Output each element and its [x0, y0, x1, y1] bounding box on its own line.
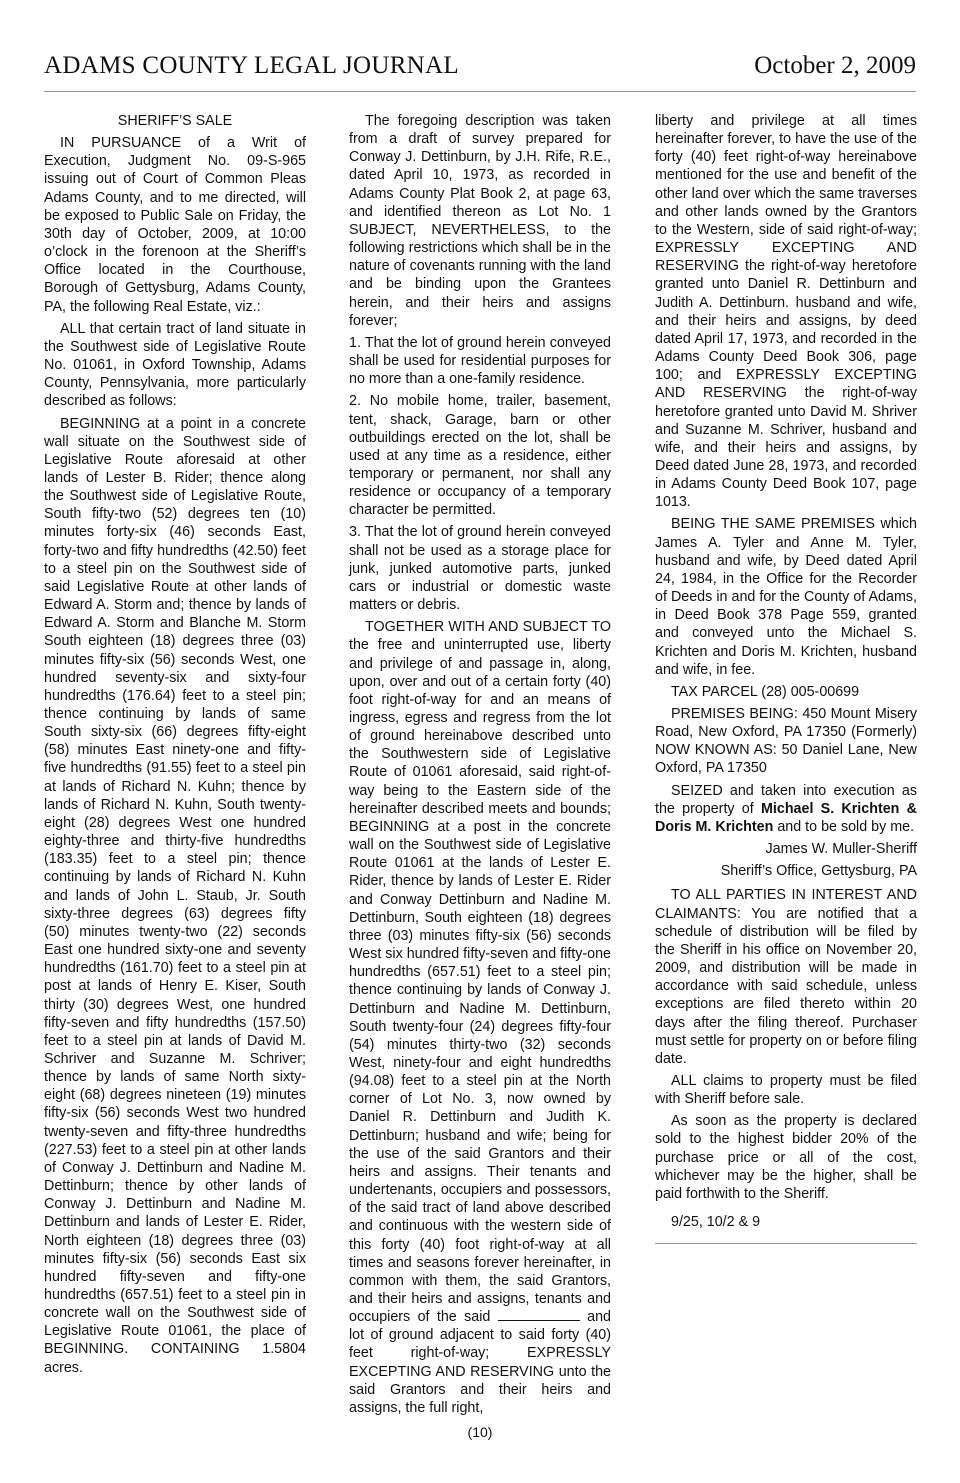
journal-title: ADAMS COUNTY LEGAL JOURNAL: [44, 52, 459, 79]
signature-block: [655, 840, 917, 880]
beginning-paragraph: BEGINNING at a point in a concrete wall situate on the Southwest side of Legislative Route aforesaid at other lands of Lester B. Rider; thence along the Southwest side of Legislative Route, South fifty-two (52) degrees ten (10) minutes forty-six (46) seconds East, forty-two and fifty hundredths (42.50) feet to a steel pin on the Southwest side of said Legislative Route at other lands of Edward A. Storm and; thence by lands of Edward A. Storm and Blanche M. Storm South eighteen (18) degrees three (03) minutes fifty-six (56) seconds West, one hundred seventy-six and sixty-four hundredths (176.64) feet to a steel pin; thence continuing by lands of same South sixty-six (66) degrees fifty-eight (58) minutes East ninety-one and fifty-five hundredths (91.55) feet to a steel pin at lands of Richard N. Kuhn; thence by lands of Richard N. Kuhn, South twenty-eight (28) degrees West one hundred eighty-three and thirty-five hundredths (183.35) feet to a steel pin; thence continuing by lands of Richard N. Kuhn and lands of John L. Staub, Jr. South sixty-three degrees (63) degrees fifty (50) minutes twenty-two (22) seconds East one hundred sixty-one and seventy hundredths (161.70) feet to a steel pin at post at lands of Henry E. Kiser, South thirty (30) degrees West, one hundred fifty-seven and fifty hundredths (157.50) feet to a steel pin at lands of David M. Schriver and Suzanne M. Schriver; thence by lands of same North sixty-eight (68) degrees nineteen (19) minutes fifty-six (56) seconds West two hundred twenty-seven and fifty-three hundredths (227.53) feet to a steel pin at other lands of Conway J. Dettinburn and Nadine M. Dettinburn; thence by other lands of Conway J. Dettinburn and Nadine M. Dettinburn and lands of Lester E. Rider, North eighteen (18) degrees three (03) minutes fifty-six (56) seconds East six hundred fifty-seven and fifty-one hundredths (657.51) feet to a steel pin in concrete wall on the Southwest side of Legislative Route 01061, the place of BEGINNING. CONTAINING 1.5804 acres.: [44, 415, 306, 1376]
right-of-way-continuation: liberty and privilege at all times hereinafter forever, to have the use of the forty (40) feet right-of-way hereinabove mentioned for the use and benefit of the other land over which the same traverses and other lands owned by the Grantors to the Western, side of said right-of-way; EXPRESSLY EXCEPTING AND RESERVING the right-of-way heretofore granted unto Daniel R. Dettinburn and Judith A. Dettinburn. husband and wife, and their heirs and assigns, by deed dated April 17, 1973, and recorded in the Adams County Deed Book 306, page 100; and EXPRESSLY EXCEPTING AND RESERVING the right-of-way heretofore granted unto David M. Shriver and Suzanne M. Schriver, husband and wife, and their heirs and assigns, by Deed dated June 28, 1973, and recorded in Adams County Deed Book 107, page 1013.: [655, 113, 917, 511]
end-rule: [655, 1243, 917, 1244]
column-1: [44, 112, 306, 1381]
restriction-2: 2. No mobile home, trailer, basement, tent, shack, Garage, barn or other outbuildings erected on the lot, shall be used at any time as a residence, either temporary or permanent, nor shall any residence or occupancy of a temporary character be permitted.: [349, 393, 611, 519]
defendant-names: Michael S. Krichten & Doris M. Krichten: [655, 800, 917, 835]
header-rule: [44, 91, 916, 92]
restriction-1: 1. That the lot of ground herein conveyed shall be used for residential purposes for no more than a one-family residence.: [349, 334, 611, 388]
pursuance-paragraph: IN PURSUANCE of a Writ of Execution, Judgment No. 09-S-965 issuing out of Court of Common Pleas Adams County, and to me directed, will be exposed to Public Sale on Friday, the 30th day of October, 2009, at 10:00 o’clock in the forenoon at the Sheriff’s Office located in the Courthouse, Borough of Gettysburg, Adams County, PA, the following Real Estate, viz.:: [44, 135, 306, 315]
claims-notice: ALL claims to property must be filed with Sheriff before sale.: [655, 1072, 917, 1108]
seized-paragraph: [655, 782, 917, 836]
page-number: (10): [467, 1424, 493, 1440]
premises-paragraph: PREMISES BEING: 450 Mount Misery Road, New Oxford, PA 17350 (Formerly) NOW KNOWN AS: 50 Daniel Lane, New Oxford, PA 17350: [655, 706, 917, 777]
purchase-terms: As soon as the property is declared sold to the highest bidder 20% of the purchase price or all of the cost, whichever may be the higher, shall be paid forthwith to the Sheriff.: [655, 1113, 917, 1202]
together-paragraph: [349, 618, 611, 1417]
being-same-paragraph: BEING THE SAME PREMISES which James A. Tyler and Anne M. Tyler, husband and wife, by Deed dated April 24, 1984, in the Office for the Recorder of Deeds in and for the County of Adams, in Deed Book 378 Page 559, granted and conveyed unto the Michael S. Krichten and Doris M. Krichten, husband and wife, in fee.: [655, 516, 917, 678]
tax-parcel: TAX PARCEL (28) 005-00699: [671, 683, 860, 700]
notice-heading: SHERIFF’S SALE: [117, 113, 233, 129]
seized-text: SEIZED and taken into execution as the property of: [655, 782, 917, 817]
tract-paragraph: ALL that certain tract of land situate in the Southwest side of Legislative Route No. 01061, in Oxford Township, Adams County, Pennsylvania, more particularly described as follows:: [44, 320, 306, 410]
together-text: TOGETHER WITH AND SUBJECT TO the free and uninterrupted use, liberty and privilege of and passage in, along, upon, over and out of a certain forty (40) foot right-of-way for and an means of ingress, egress and regress from the lot of ground hereinabove described unto the Southwestern side of Legislative Route of 01061 aforesaid, said right-of-way being to the Eastern side of the hereinafter described meets and bounds; BEGINNING at a post in the concrete wall on the Southwest side of Legislative Route 01061 at the lands of Lester E. Rider, thence by lands of Lester E. Rider and Conway Dettinburn and Nadine M. Dettinburn, South eighteen (18) degrees three (03) minutes fifty-six (56) seconds West six hundred fifty-seven and fifty-one hundredths (657.51) feet to a steel pin; thence continuing by lands of Conway J. Dettinburn and Nadine M. Dettinburn, South twenty-four (24) degrees fifty-four (54) minutes thirty-two (32) seconds West, ninety-four and eight hundredths (94.08) feet to a steel pin at the North corner of Lot No. 3, now owned by Daniel R. Dettinburn and Judith K. Dettinburn; husband and wife; being for the use of the said Grantors and their heirs and assigns. Their tenants and undertenants, occupiers and possessors, of the said tract of land above described and continuous with the western side of this forty (40) foot right-of-way at all times and seasons forever hereinafter, in common with them, the said Grantors, and their heirs and assigns, tenants and occupiers of the said: [349, 619, 611, 1326]
blank-line: [498, 1308, 580, 1321]
survey-paragraph: The foregoing description was taken from a draft of survey prepared for Conway J. Dettinburn, by J.H. Rife, R.E., dated April 10, 1973, as recorded in Adams County Plat Book 2, at page 63, and identified thereon as Lot No. 1 SUBJECT, NEVERTHELESS, to the following restrictions which shall be in the nature of covenants running with the land and be binding upon the Grantees herein, and their heirs and assigns forever;: [349, 113, 611, 329]
column-3: [655, 112, 917, 1244]
restriction-3: 3. That the lot of ground herein conveyed shall not be used as a storage place for junk, junked automotive parts, junked cars or industrial or domestic waste matters or debris.: [349, 524, 611, 614]
column-2: [349, 112, 611, 1421]
page-header: [44, 52, 916, 88]
parties-notice: TO ALL PARTIES IN INTEREST AND CLAIMANTS: You are notified that a schedule of distribution will be filed by the Sheriff in his office on November 20, 2009, and distribution will be made in accordance with said schedule, unless exceptions are filed thereto within 20 days after the filing thereof. Purchaser must settle for property on or before filing date.: [655, 887, 917, 1067]
sheriff-name: James W. Muller-Sheriff: [765, 841, 917, 858]
sheriff-office: Sheriff’s Office, Gettysburg, PA: [720, 863, 917, 880]
together-text-continued: and lot of ground adjacent to said forty (40) feet right-of-way; EXPRESSLY EXCEPTING AND RESERVING unto the said Grantors and their heirs and assigns, the full right,: [349, 1309, 611, 1416]
seized-text-end: and to be sold by me.: [777, 818, 915, 835]
issue-date: October 2, 2009: [754, 52, 916, 79]
publication-dates: 9/25, 10/2 & 9: [671, 1214, 761, 1231]
